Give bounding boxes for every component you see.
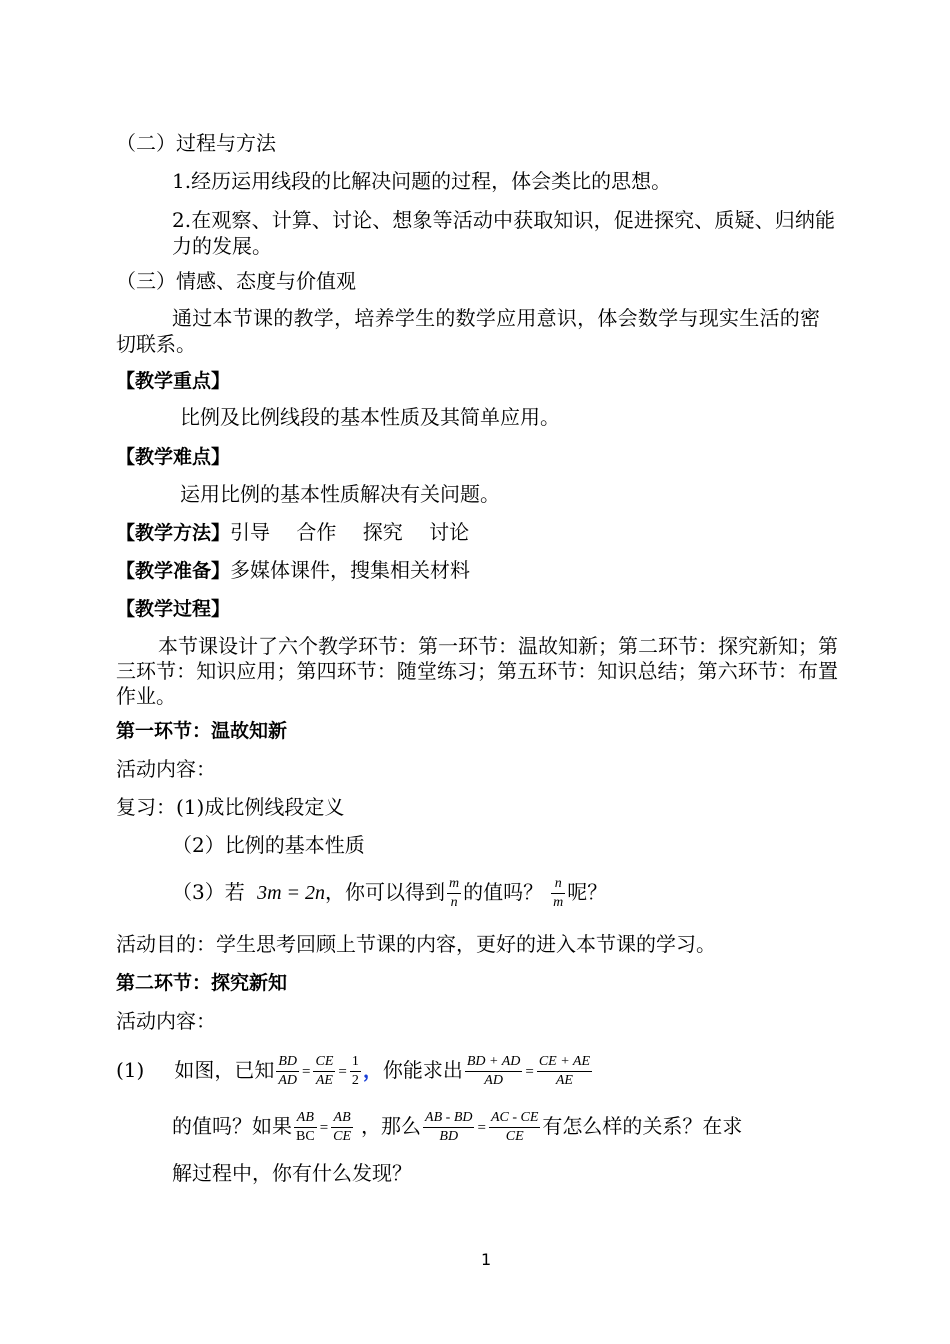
fraction-ce-plus-ae-over-ae: $\frac{CE + AE}{AE}$ — [538, 1054, 591, 1088]
activity-content-label-2: 活动内容： — [116, 1009, 216, 1033]
review-item-3 — [172, 872, 607, 913]
fraction-ab-bc: $\frac{AB}{BC}$ — [296, 1110, 315, 1144]
fraction-ab-ce: $\frac{AB}{CE}$ — [333, 1110, 352, 1144]
question-1-line-1 — [116, 1049, 594, 1093]
equals-sign: = — [319, 1119, 329, 1136]
page-number: 1 — [481, 1250, 492, 1269]
objective-item-2 — [172, 207, 835, 259]
question-1-line-3: 解过程中，你有什么发现？ — [172, 1161, 412, 1185]
process-heading: 【教学过程】 — [116, 598, 231, 620]
fraction-bd-plus-ad-over-ad: $\frac{BD + AD}{AD}$ — [466, 1054, 521, 1088]
review-3-after: 的值吗？ — [463, 880, 544, 904]
step1-heading: 第一环节：温故知新 — [116, 720, 288, 742]
difficulty-text: 运用比例的基本性质解决有关问题。 — [180, 482, 500, 506]
objective-item-1: 1.经历运用线段的比解决问题的过程，体会类比的思想。 — [172, 169, 672, 193]
question-1-line-2-c: 有怎么样的关系？在求 — [542, 1114, 743, 1138]
question-1-line-2-b: ，那么 — [361, 1114, 422, 1138]
section-two-heading: （二）过程与方法 — [116, 131, 276, 155]
equals-sign: = — [525, 1063, 534, 1080]
method-text: 引导 合作 探究 讨论 — [230, 520, 470, 544]
equals-sign: = — [477, 1119, 486, 1136]
question-1-number: (1) — [116, 1058, 145, 1082]
method-line — [116, 519, 469, 546]
prep-text: 多媒体课件，搜集相关材料 — [230, 558, 471, 582]
objective-item-2-text: 2.在观察、计算、讨论、想象等活动中获取知识，促进探究、质疑、归纳能力的发展。 — [172, 208, 835, 258]
fraction-n-over-m: $\frac{n}{m}$ — [553, 876, 564, 910]
key-point-heading: 【教学重点】 — [116, 370, 231, 392]
fraction-ce-ae: $\frac{CE}{AE}$ — [315, 1054, 334, 1088]
question-1-comma: ， — [362, 1058, 383, 1082]
prep-line — [116, 557, 470, 584]
fraction-bd-ad: $\frac{BD}{AD}$ — [278, 1054, 298, 1088]
step2-heading: 第二环节：探究新知 — [116, 972, 288, 994]
key-point-text: 比例及比例线段的基本性质及其简单应用。 — [180, 405, 560, 429]
review-item-2: （2）比例的基本性质 — [172, 833, 365, 857]
fraction-one-half: $\frac{1}{2}$ — [351, 1054, 359, 1088]
question-1-text-a: 如图，已知 — [174, 1058, 275, 1082]
review-3-end: 呢？ — [567, 880, 608, 904]
equals-sign: = — [302, 1063, 311, 1080]
review-3-mid: ，你可以得到 — [325, 880, 446, 904]
review-text: 复习：(1)成比例线段定义 — [116, 795, 345, 819]
fraction-m-over-n: $\frac{m}{n}$ — [449, 876, 460, 910]
equals-sign: = — [338, 1063, 347, 1080]
fraction-ab-minus-bd-over-bd: $\frac{AB - BD}{BD}$ — [425, 1110, 473, 1144]
review-3-expression: 3m = 2n — [257, 882, 326, 904]
difficulty-heading: 【教学难点】 — [116, 446, 231, 468]
question-1-line-2-a: 的值吗？如果 — [172, 1114, 292, 1138]
activity-content-label-1: 活动内容： — [116, 757, 216, 781]
activity-goal-1: 活动目的：学生思考回顾上节课的内容，更好的进入本节课的学习。 — [116, 932, 716, 956]
section-three-heading: （三）情感、态度与价值观 — [116, 269, 356, 293]
question-1-line-2 — [172, 1104, 742, 1150]
question-1-text-b: 你能求出 — [382, 1058, 463, 1082]
fraction-ac-minus-ce-over-ce: $\frac{AC - CE}{CE}$ — [490, 1110, 539, 1144]
prep-heading: 【教学准备】 — [116, 560, 231, 582]
review-3-prefix: （3）若 — [172, 880, 245, 904]
method-heading: 【教学方法】 — [116, 522, 231, 544]
process-text: 本节课设计了六个教学环节：第一环节：温故知新；第二环节：探究新知；第三环节：知识应用；第四环节：随堂练习；第五环节：知识总结；第六环节：布置作业。 — [116, 634, 838, 708]
section-three-text: 通过本节课的教学，培养学生的数学应用意识，体会数学与现实生活的密切联系。 — [116, 306, 820, 356]
